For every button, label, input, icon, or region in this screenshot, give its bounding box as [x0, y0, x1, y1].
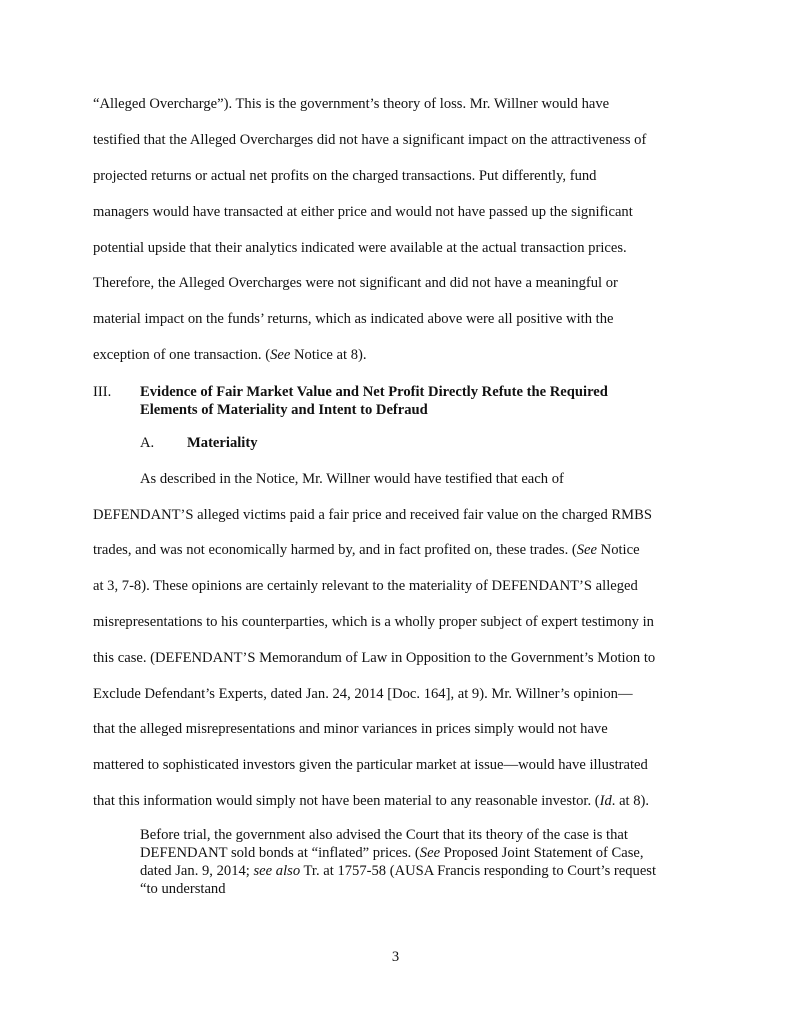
heading-line: Elements of Materiality and Intent to Defraud	[140, 402, 428, 418]
text-segment: trades, and was not economically harmed by, and in fact profited on, these trades. (	[93, 542, 577, 558]
text-line: Therefore, the Alleged Overcharges were not significant and did not have a meaningful or	[93, 275, 618, 291]
text-line: at 3, 7-8). These opinions are certainly relevant to the materiality of DEFENDANT’S alleged	[93, 578, 638, 594]
italic-see: See	[270, 347, 291, 363]
text-line: DEFENDANT’S alleged victims paid a fair price and received fair value on the charged RMBS	[93, 507, 652, 523]
text-line: projected returns or actual net profits on the charged transactions. Put differently, fund	[93, 168, 597, 184]
heading-line: Evidence of Fair Market Value and Net Profit Directly Refute the Required	[140, 384, 608, 400]
text-line: As described in the Notice, Mr. Willner would have testified that each of	[140, 471, 564, 487]
text-segment: Notice at 8).	[290, 347, 367, 363]
text-segment: DEFENDANT sold bonds at “inflated” prices. (	[140, 845, 420, 861]
text-segment: Proposed Joint Statement of Case,	[440, 845, 644, 861]
text-line	[93, 792, 649, 810]
text-line: testified that the Alleged Overcharges did not have a significant impact on the attractiveness of	[93, 132, 647, 148]
italic-id: Id	[599, 793, 612, 809]
text-line: mattered to sophisticated investors given the particular market at issue—would have illustrated	[93, 757, 648, 773]
text-line: misrepresentations to his counterparties, which is a wholly proper subject of expert testimony in	[93, 614, 654, 630]
text-line	[93, 346, 367, 364]
page-number: 3	[391, 949, 400, 965]
text-segment: that this information would simply not have been material to any reasonable investor. (	[93, 793, 600, 809]
text-segment: Notice	[597, 542, 640, 558]
text-line: “Alleged Overcharge”). This is the government’s theory of loss. Mr. Willner would have	[93, 96, 610, 112]
text-line: material impact on the funds’ returns, which as indicated above were all positive with the	[93, 311, 614, 327]
text-line: Exclude Defendant’s Experts, dated Jan. 24, 2014 [Doc. 164], at 9). Mr. Willner’s opinion—	[93, 686, 633, 702]
text-segment: dated Jan. 9, 2014;	[140, 863, 254, 879]
text-line: that the alleged misrepresentations and minor variances in prices simply would not have	[93, 721, 608, 737]
text-line	[93, 541, 640, 559]
text-segment: . at 8).	[611, 793, 650, 809]
text-line: managers would have transacted at either price and would not have passed up the significant	[93, 204, 633, 220]
subheading-letter: A.	[140, 435, 155, 451]
footnote-line	[140, 844, 644, 862]
subheading-title: Materiality	[187, 435, 258, 451]
footnote-line	[140, 862, 656, 880]
heading-number: III.	[93, 384, 112, 400]
italic-see: See	[576, 542, 597, 558]
italic-see: See	[419, 845, 441, 861]
text-segment: Tr. at 1757-58 (AUSA Francis responding to Court’s request	[300, 863, 657, 879]
footnote-line: Before trial, the government also advised the Court that its theory of the case is that	[140, 827, 628, 843]
text-segment: exception of one transaction. (	[93, 347, 271, 363]
text-line: this case. (DEFENDANT’S Memorandum of Law in Opposition to the Government’s Motion to	[93, 650, 656, 666]
footnote-line: “to understand	[140, 881, 226, 897]
italic-see-also: see also	[253, 863, 301, 879]
text-line: potential upside that their analytics indicated were available at the actual transaction prices.	[93, 240, 627, 256]
